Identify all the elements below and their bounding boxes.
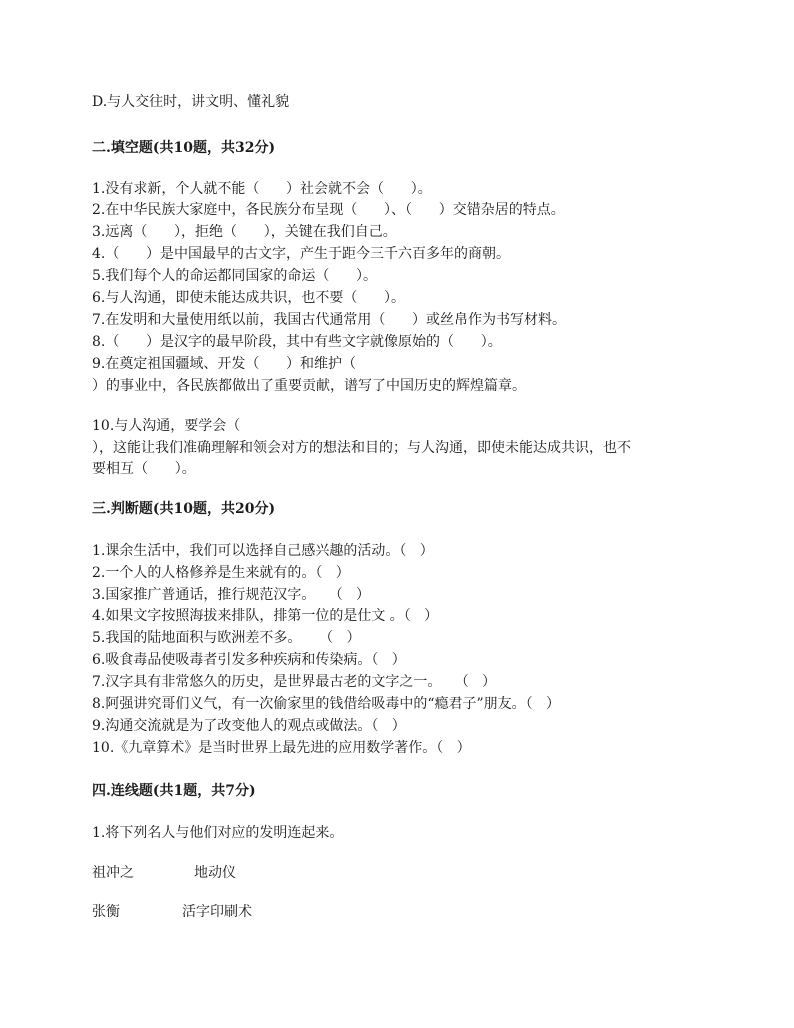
fill-question-5: 5.我们每个人的命运都同国家的命运（ ）。 xyxy=(92,268,378,284)
match-person-2: 张衡 xyxy=(92,904,120,920)
judge-question-1: 1.课余生活中，我们可以选择自己感兴趣的活动。（ ） xyxy=(92,543,434,559)
judge-question-8: 8.阿强讲究哥们义气，有一次偷家里的钱借给吸毒中的“瘾君子”朋友。（ ） xyxy=(92,696,561,712)
fill-question-9-line-1: 9.在奠定祖国疆域、开发（ ）和维护（ xyxy=(92,356,357,372)
judge-question-5: 5.我国的陆地面积与欧洲差不多。 （ ） xyxy=(92,630,361,646)
fill-question-10-line-3: 要相互（ ）。 xyxy=(92,461,196,477)
fill-question-9-line-2: ）的事业中，各民族都做出了重要贡献，谱写了中国历史的辉煌篇章。 xyxy=(92,378,526,394)
match-invention-2: 活字印刷术 xyxy=(182,904,252,920)
judge-question-9: 9.沟通交流就是为了改变他人的观点或做法。（ ） xyxy=(92,718,406,734)
match-invention-1: 地动仪 xyxy=(194,865,236,881)
judge-question-3: 3.国家推广普通话，推行规范汉字。 （ ） xyxy=(92,587,371,603)
fill-question-10-line-2: ），这能让我们准确理解和领会对方的想法和目的；与人沟通，即使未能达成共识，也不 xyxy=(92,440,631,456)
fill-question-1: 1.没有求新，个人就不能（ ）社会就不会（ ）。 xyxy=(92,181,432,197)
judge-section-heading: 三.判断题(共10题，共20分) xyxy=(92,501,276,517)
fill-question-10-line-1: 10.与人沟通，要学会（ xyxy=(92,418,241,434)
option-d: D.与人交往时，讲文明、懂礼貌 xyxy=(92,94,290,110)
fill-question-8: 8.（ ）是汉字的最早阶段，其中有些文字就像原始的（ ）。 xyxy=(92,334,502,350)
fill-section-heading: 二.填空题(共10题，共32分) xyxy=(92,140,276,156)
match-person-1: 祖冲之 xyxy=(92,865,134,881)
fill-question-2: 2.在中华民族大家庭中，各民族分布呈现（ ）、（ ）交错杂居的特点。 xyxy=(92,202,565,218)
match-section-heading: 四.连线题(共1题，共7分) xyxy=(92,783,256,799)
judge-question-2: 2.一个人的人格修养是生来就有的。（ ） xyxy=(92,565,350,581)
fill-question-7: 7.在发明和大量使用纸以前，我国古代通常用（ ）或丝帛作为书写材料。 xyxy=(92,312,567,328)
judge-question-10: 10.《九章算术》是当时世界上最先进的应用数学著作。（ ） xyxy=(92,740,471,756)
judge-question-6: 6.吸食毒品使吸毒者引发多种疾病和传染病。（ ） xyxy=(92,652,406,668)
judge-question-7: 7.汉字具有非常悠久的历史，是世界最古老的文字之一。 （ ） xyxy=(92,674,497,690)
judge-question-4: 4.如果文字按照海拔来排队，排第一位的是仕文 。（ ） xyxy=(92,608,439,624)
fill-question-3: 3.远离（ ），拒绝（ ），关键在我们自己。 xyxy=(92,224,397,240)
fill-question-6: 6.与人沟通，即使未能达成共识，也不要（ ）。 xyxy=(92,290,406,306)
fill-question-4: 4.（ ）是中国最早的古文字，产生于距今三千六百多年的商朝。 xyxy=(92,246,511,262)
match-instruction: 1.将下列名人与他们对应的发明连起来。 xyxy=(92,825,344,841)
